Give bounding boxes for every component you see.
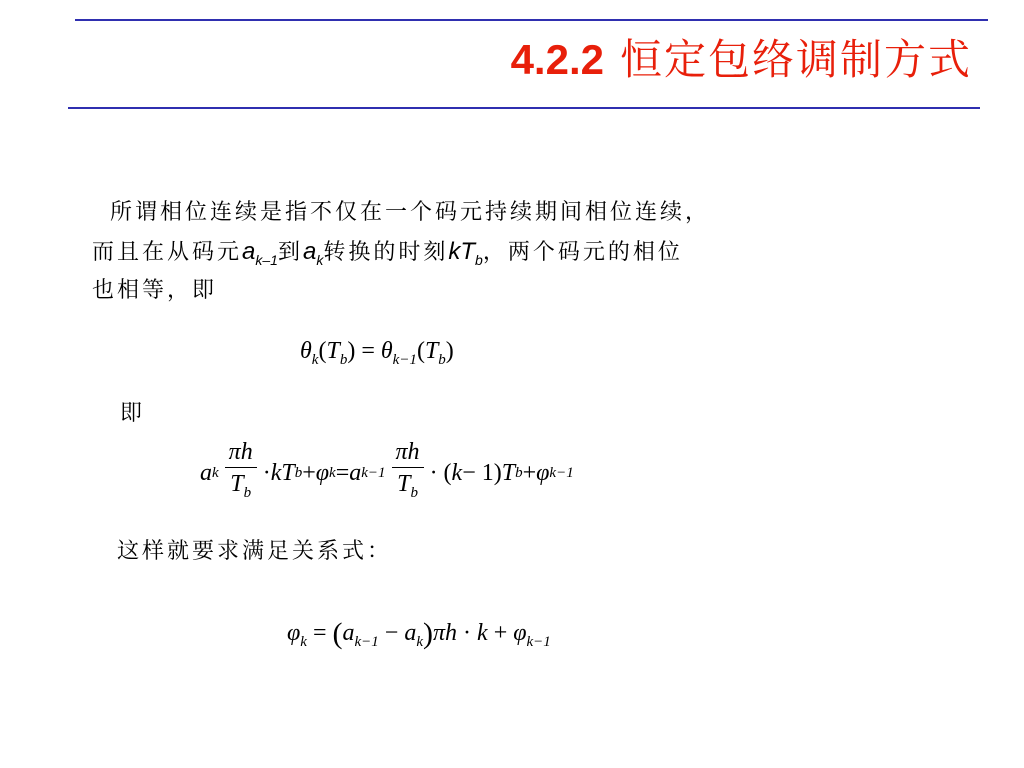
title-text: 恒定包络调制方式 [619,35,972,84]
symbol-a-k-minus-1: $a_{k-1}$ [242,238,278,268]
paragraph-line-3: 也相等，即 [92,278,218,303]
fraction: $\frac{\pi h}{T_b}$ [392,437,424,509]
paragraph-line-1: 所谓相位连续是指不仅在一个码元持续期间相位连续， [110,200,711,225]
equation-phase-continuity: $\theta_k(T_b) = \theta_{k-1}(T_b)$ [300,338,454,368]
label-ji: 即 [120,401,146,426]
text-segment: 而且在从码元 [92,240,243,265]
equation-phase-recursion: $\varphi_k = (a_{k-1} - a_k)\pi h \cdot k + \varphi_{k-1}$ [287,617,551,650]
text-segment: 转换的时刻 [323,240,449,265]
paragraph-line-2 [92,237,683,275]
top-divider [75,19,988,21]
slide-title [511,32,972,88]
symbol-kTb: $kT_b$ [448,238,483,268]
fraction: $\frac{\pi h}{T_b}$ [225,437,257,509]
title-number: 4.2.2 [510,36,604,83]
label-condition: 这样就要求满足关系式： [117,539,393,564]
equation-phase-expansion: a k $\frac{\pi h}{T_b}$ · kT b + φ k = a k−1 $\frac{\pi h}{T_b}$ · ( k − 1) T b + φ k−1 [200,433,574,513]
bottom-divider [68,107,980,109]
symbol-a-k: $a_k$ [302,238,324,268]
text-segment: 到 [277,240,303,265]
text-segment: ，两个码元的相位 [482,240,683,265]
